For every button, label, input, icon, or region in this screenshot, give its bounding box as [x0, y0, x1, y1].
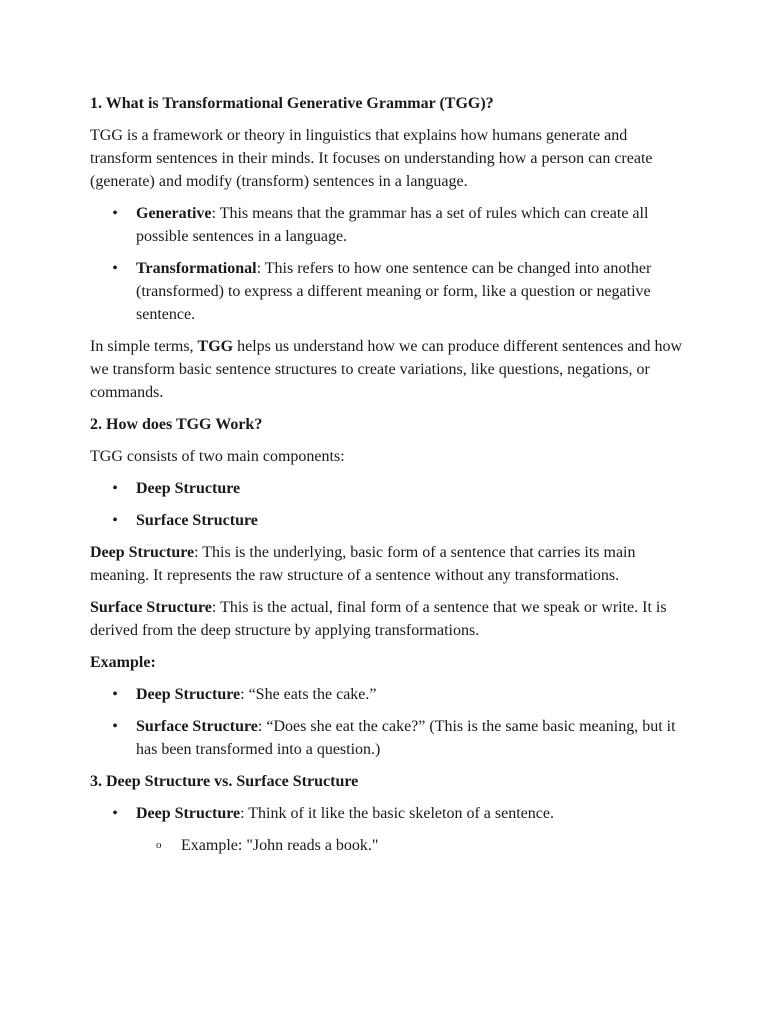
bullet-icon: • — [112, 205, 118, 222]
bullet-icon: • — [112, 260, 118, 277]
document-page — [90, 92, 690, 866]
summary-text: In simple terms, — [90, 338, 198, 355]
component-name: Surface Structure — [136, 512, 258, 529]
bullet-icon: • — [112, 805, 118, 822]
section-2-heading: 2. How does TGG Work? — [90, 416, 263, 433]
bullet-term: Transformational — [136, 260, 257, 277]
bullet-text: : Think of it like the basic skeleton of a sentence. — [240, 805, 554, 822]
definition-term: Deep Structure — [90, 544, 195, 561]
example-label: Example: — [90, 654, 156, 671]
components-list — [90, 477, 690, 532]
list-item — [90, 715, 690, 761]
list-item — [90, 834, 690, 857]
bullet-text: : This refers to how one sentence can be changed into another (transformed) to express a different meaning or form, like a question or negative sentence. — [136, 260, 652, 323]
list-item — [90, 202, 690, 248]
summary-text: helps us understand how we can produce different sentences and how we transform basic sentence structures to create variations, like questions, negations, or commands. — [90, 338, 683, 401]
component-name: Deep Structure — [136, 480, 241, 497]
section-3-sub-list — [90, 834, 690, 857]
list-item — [90, 509, 690, 532]
section-1-heading: 1. What is Transformational Generative Grammar (TGG)? — [90, 95, 494, 112]
surface-structure-definition — [90, 596, 690, 642]
bullet-term: Generative — [136, 205, 212, 222]
section-1-summary — [90, 335, 690, 404]
list-item — [90, 683, 690, 706]
section-2-intro: TGG consists of two main components: — [90, 448, 345, 465]
list-item — [90, 257, 690, 326]
section-1-intro: TGG is a framework or theory in linguistics that explains how humans generate and transform sentences in their minds. It focuses on understanding how a person can create (generate) and modify (transform) sentences in a language. — [90, 127, 653, 190]
bullet-text: : This means that the grammar has a set of rules which can create all possible sentences in a language. — [136, 205, 649, 245]
hollow-bullet-icon: o — [156, 839, 162, 851]
definition-text: : This is the underlying, basic form of a sentence that carries its main meaning. It represents the raw structure of a sentence without any transformations. — [90, 544, 636, 584]
summary-term: TGG — [197, 338, 234, 355]
definition-term: Surface Structure — [90, 599, 212, 616]
bullet-term: Deep Structure — [136, 805, 241, 822]
deep-structure-definition — [90, 541, 690, 587]
section-3-bullet-list — [90, 802, 690, 825]
example-text: : “She eats the cake.” — [240, 686, 377, 703]
section-3-heading: 3. Deep Structure vs. Surface Structure — [90, 773, 359, 790]
bullet-icon: • — [112, 480, 118, 497]
example-term: Deep Structure — [136, 686, 241, 703]
examples-list — [90, 683, 690, 761]
list-item — [90, 802, 690, 825]
list-item — [90, 477, 690, 500]
bullet-icon: • — [112, 718, 118, 735]
example-text: : “Does she eat the cake?” (This is the same basic meaning, but it has been transformed into a question.) — [136, 718, 676, 758]
example-term: Surface Structure — [136, 718, 258, 735]
bullet-icon: • — [112, 686, 118, 703]
sub-bullet-text: Example: "John reads a book." — [181, 837, 379, 854]
section-1-bullet-list — [90, 202, 690, 326]
definition-text: : This is the actual, final form of a sentence that we speak or write. It is derived from the deep structure by applying transformations. — [90, 599, 667, 639]
bullet-icon: • — [112, 512, 118, 529]
